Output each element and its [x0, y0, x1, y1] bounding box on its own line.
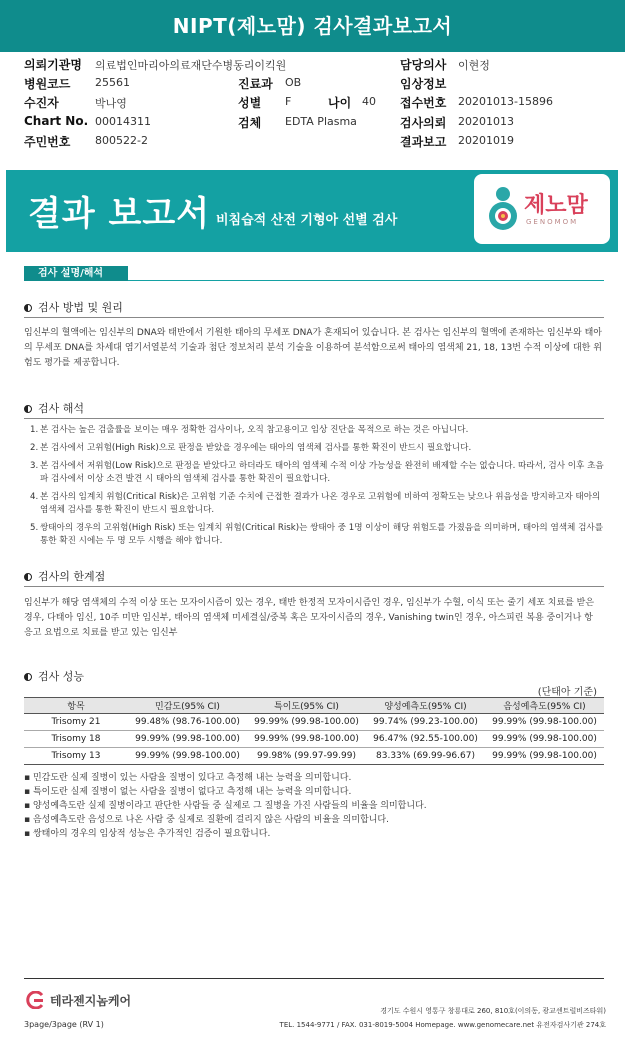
section-tab-label: 검사 설명/해석 — [24, 266, 128, 281]
list-item — [24, 424, 604, 437]
note-item: ▪ 민감도란 실제 질병이 있는 사람을 질병이 있다고 측정해 내는 능력을 의미합니다. — [24, 773, 352, 783]
interpretation-heading — [24, 400, 84, 416]
department-label: 진료과 — [238, 77, 273, 91]
report-date-label: 결과보고 — [400, 135, 447, 149]
limitations-heading-text: 검사의 한계점 — [38, 570, 106, 583]
list-item — [24, 522, 604, 548]
half-circle-icon — [24, 573, 32, 581]
genomom-logo — [474, 174, 610, 244]
table-header-row — [24, 698, 604, 714]
table-cell: 83.33% (69.99-96.67) — [366, 748, 485, 765]
interpretation-list — [24, 424, 604, 553]
request-date-label: 검사의뢰 — [400, 116, 447, 130]
specimen-value: EDTA Plasma — [285, 115, 357, 128]
note-text: 양성예측도란 실제 질병이라고 판단한 사람들 중 실제로 그 질병을 가진 사람들의 비율을 의미합니다. — [32, 801, 427, 811]
table-row — [24, 748, 604, 765]
chart-no-label: Chart No. — [24, 114, 89, 128]
performance-notes — [24, 771, 604, 841]
table-row — [24, 731, 604, 748]
list-item — [24, 442, 604, 455]
divider — [24, 586, 604, 587]
item-text: 쌍태아의 경우의 고위험(High Risk) 또는 임계치 위험(Critical Risk)는 쌍태아 중 1명 이상이 해당 위험도를 가졌음을 의미하며, 태아의 염색체 검사를 통한 확진 시에는 두 명 모두 시행을 해야 합니다. — [40, 523, 603, 546]
receipt-no-value: 20201013-15896 — [458, 95, 553, 108]
banner-title: 결과 보고서 — [28, 194, 211, 234]
result-banner — [6, 170, 618, 252]
company-address: 경기도 수원시 영통구 창룡대로 260, 810호(이의동, 광교센트럴비즈타워) — [380, 1007, 606, 1015]
hospital-code-value: 25561 — [95, 76, 130, 89]
company-name: 테라젠지놈케어 — [50, 994, 132, 1008]
company-logo — [26, 990, 156, 1010]
resident-no-label: 주민번호 — [24, 135, 71, 149]
patient-value: 박나영 — [95, 97, 127, 110]
age-value: 40 — [362, 95, 376, 108]
genomom-mark-icon — [484, 184, 522, 234]
performance-heading — [24, 668, 84, 684]
table-cell: 99.99% (99.98-100.00) — [485, 731, 604, 748]
list-item — [24, 491, 604, 517]
resident-no-value: 800522-2 — [95, 134, 148, 147]
method-text: 임신부의 혈액에는 임신부의 DNA와 태반에서 기원한 태아의 무세포 DNA가 혼재되어 있습니다. 본 검사는 임신부의 혈액에 존재하는 임신부와 태아의 무세포 DNA를 차세대 염기서열분석 기술과 첨단 정보처리 분석 기술을 이용하여 분석함으로써 태아의 염색체 21, 18, 13번 수적 이상에 대한 위험도 평가를 제공합니다. — [24, 328, 603, 368]
report-date-value: 20201019 — [458, 134, 514, 147]
note-item: ▪ 음성예측도란 음성으로 나온 사람 중 실제로 질환에 걸리지 않은 사람의 비율을 의미합니다. — [24, 815, 389, 825]
table-cell: Trisomy 18 — [24, 731, 128, 748]
note-item: ▪ 양성예측도란 실제 질병이라고 판단한 사람들 중 실제로 그 질병을 가진 사람들의 비율을 의미합니다. — [24, 801, 427, 811]
sex-label: 성별 — [238, 96, 262, 110]
note-text: 특이도란 실제 질병이 없는 사람을 질병이 없다고 측정해 내는 능력을 의미합니다. — [32, 787, 352, 797]
column-header: 항목 — [24, 698, 128, 714]
half-circle-icon — [24, 304, 32, 312]
method-heading — [24, 299, 123, 315]
banner-subtitle: 비침습적 산전 기형아 선별 검사 — [216, 213, 398, 228]
physician-label: 담당의사 — [400, 58, 447, 72]
performance-table — [24, 697, 604, 765]
patient-label: 수진자 — [24, 96, 59, 110]
list-item — [24, 460, 604, 486]
item-number: 4. — [30, 492, 39, 502]
divider — [24, 418, 604, 419]
institution-label: 의뢰기관명 — [24, 58, 82, 72]
unit-note: (단태아 기준) — [537, 687, 597, 698]
table-cell: Trisomy 21 — [24, 714, 128, 731]
age-label: 나이 — [328, 96, 352, 110]
logo-text: 제노맘 — [524, 193, 588, 218]
institution-value: 의료법인마리아의료재단수병동리이킥원 — [95, 59, 287, 72]
performance-heading-text: 검사 성능 — [38, 670, 85, 683]
item-number: 5. — [30, 523, 39, 533]
page-indicator: 3page/3page (RV 1) — [24, 1020, 104, 1029]
receipt-no-label: 접수번호 — [400, 96, 447, 110]
table-cell: 99.48% (98.76-100.00) — [128, 714, 247, 731]
company-logo-icon — [26, 991, 46, 1009]
method-heading-text: 검사 방법 및 원리 — [38, 301, 123, 314]
logo-subtext: GENOMOM — [526, 218, 579, 226]
limitations-heading — [24, 568, 105, 584]
half-circle-icon — [24, 405, 32, 413]
item-text: 본 검사에서 고위험(High Risk)으로 판정을 받았을 경우에는 태아의 염색체 검사를 통한 확진이 반드시 필요합니다. — [40, 443, 472, 453]
note-text: 음성예측도란 음성으로 나온 사람 중 실제로 질환에 걸리지 않은 사람의 비율을 의미합니다. — [32, 815, 389, 825]
note-item: ▪ 특이도란 실제 질병이 없는 사람을 질병이 없다고 측정해 내는 능력을 의미합니다. — [24, 787, 352, 797]
table-cell: 99.99% (99.98-100.00) — [247, 731, 366, 748]
limitations-text: 임신부가 해당 염색체의 수적 이상 또는 모자이시즘이 있는 경우, 태반 한정적 모자이시즘인 경우, 임신부가 수혈, 이식 또는 줄기 세포 치료를 받은 경우, 다태아 임신, 10주 미만 임신부, 태아의 염색체 미세결실/중복 혹은 모자이시즘의 경우, Vanishing twin인 경우, 아스피린 복용 중이거나 항 응고 요법으로 치료를 받고 있는 임신부 — [24, 598, 595, 638]
column-header: 음성예측도(95% CI) — [485, 698, 604, 714]
clinical-info-label: 임상정보 — [400, 77, 447, 91]
company-contact: TEL. 1544-9771 / FAX. 031-8019-5004 Homepage. www.genomecare.net 유전자검사기관 274호 — [279, 1021, 606, 1029]
request-info — [0, 52, 625, 152]
note-text: 쌍태아의 경우의 임상적 성능은 추가적인 검증이 필요합니다. — [32, 829, 271, 839]
item-number: 1. — [30, 425, 39, 435]
specimen-label: 검체 — [238, 116, 262, 130]
chart-no-value: 00014311 — [95, 115, 151, 128]
section-tab-bar — [24, 266, 604, 281]
item-text: 본 검사에서 저위험(Low Risk)으로 판정을 받았다고 하더라도 태아의 염색체 수적 이상 가능성을 완전히 배제할 수는 없습니다. 따라서, 검사 이후 초음파 검사에서 이상 소견 발견 시 태아의 염색체 검사를 통한 확진이 필요합니다. — [40, 461, 604, 484]
divider — [24, 317, 604, 318]
half-circle-icon — [24, 673, 32, 681]
table-cell: 96.47% (92.55-100.00) — [366, 731, 485, 748]
table-cell: 99.99% (99.98-100.00) — [128, 748, 247, 765]
note-item: ▪ 쌍태아의 경우의 임상적 성능은 추가적인 검증이 필요합니다. — [24, 829, 271, 839]
table-cell: 99.98% (99.97-99.99) — [247, 748, 366, 765]
table-cell: 99.99% (99.98-100.00) — [485, 748, 604, 765]
column-header: 특이도(95% CI) — [247, 698, 366, 714]
sex-value: F — [285, 95, 292, 108]
item-text: 본 검사의 임계치 위험(Critical Risk)은 고위험 기준 수치에 근접한 결과가 나온 경우로 고위험에 비하여 정확도는 낮으나 위음성을 방지하고자 태아의 염색체 검사를 통한 확진이 반드시 필요합니다. — [40, 492, 601, 515]
hospital-code-label: 병원코드 — [24, 77, 71, 91]
table-row — [24, 714, 604, 731]
department-value: OB — [285, 76, 302, 89]
column-header: 민감도(95% CI) — [128, 698, 247, 714]
item-number: 2. — [30, 443, 39, 453]
item-text: 본 검사는 높은 검출률을 보이는 매우 정확한 검사이나, 오직 참고용이고 임상 진단을 목적으로 하는 것은 아닙니다. — [40, 425, 469, 435]
column-header: 양성예측도(95% CI) — [366, 698, 485, 714]
footer-divider — [24, 978, 604, 979]
physician-value: 이현정 — [458, 59, 490, 72]
interpretation-heading-text: 검사 해석 — [38, 402, 85, 415]
item-number: 3. — [30, 461, 39, 471]
table-cell: 99.99% (99.98-100.00) — [485, 714, 604, 731]
report-title: NIPT(제노맘) 검사결과보고서 — [0, 0, 625, 52]
table-cell: 99.99% (99.98-100.00) — [247, 714, 366, 731]
note-text: 민감도란 실제 질병이 있는 사람을 질병이 있다고 측정해 내는 능력을 의미합니다. — [32, 773, 352, 783]
table-cell: 99.74% (99.23-100.00) — [366, 714, 485, 731]
table-cell: Trisomy 13 — [24, 748, 128, 765]
table-cell: 99.99% (99.98-100.00) — [128, 731, 247, 748]
request-date-value: 20201013 — [458, 115, 514, 128]
